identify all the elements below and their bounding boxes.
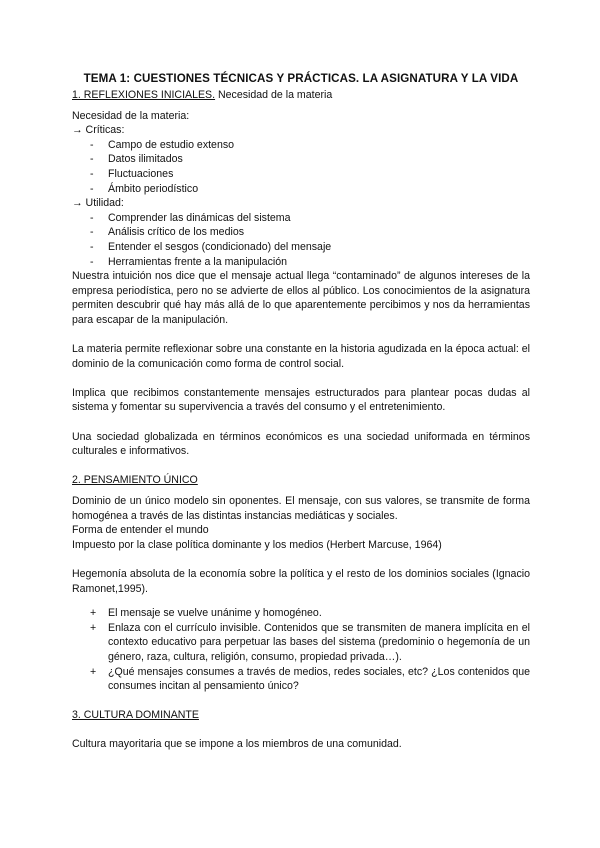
section-2-paragraph-4: Hegemonía absoluta de la economía sobre la política y el resto de los dominios sociales (Ignacio Ramonet,1995).	[72, 568, 530, 595]
section-3-heading: 3. CULTURA DOMINANTE	[72, 709, 199, 722]
list-item: + El mensaje se vuelve unánime y homogéneo.	[90, 607, 322, 620]
criticas-list	[72, 138, 530, 196]
list-item: - Datos ilimitados	[90, 153, 183, 166]
section-2-heading: 2. PENSAMIENTO ÚNICO	[72, 474, 198, 487]
list-item: - Ámbito periodístico	[90, 182, 199, 195]
section-1-paragraph-1: Nuestra intuición nos dice que el mensaje actual llega “contaminado” de algunos intereses de la empresa periodística, pero no se advierte de ellos al público. Los conocimientos de la asignatura permiten descubrir qué hay más allá de lo que aparentemente percibimos y nos da herramientas para escapar de la manipulación.	[72, 270, 530, 326]
criticas-label: → Críticas:	[72, 124, 125, 137]
list-item: + Enlaza con el currículo invisible. Contenidos que se transmiten de manera implícita en el contexto educativo para perpetuar las bases del sistema (predominio o hegemonía de un género, raza, cultura, religión, consumo, propiedad privada…).	[90, 621, 530, 663]
section-2-paragraph-2: Forma de entender el mundo	[72, 524, 209, 537]
list-item: - Análisis crítico de los medios	[90, 226, 245, 239]
list-item: - Fluctuaciones	[90, 167, 174, 180]
list-item: - Entender el sesgos (condicionado) del mensaje	[90, 240, 332, 253]
utilidad-list	[72, 211, 530, 269]
section-3-paragraph-1: Cultura mayoritaria que se impone a los miembros de una comunidad.	[72, 737, 402, 750]
section-1-heading-suffix: Necesidad de la materia	[215, 89, 333, 101]
section-2-bullets	[72, 606, 530, 694]
section-1-heading-label: 1. REFLEXIONES INICIALES.	[72, 89, 216, 101]
list-item: + ¿Qué mensajes consumes a través de medios, redes sociales, etc? ¿Los contenidos que consumes incitan al pensamiento único?	[90, 665, 530, 693]
section-1-intro: Necesidad de la materia:	[72, 109, 190, 122]
page-title: TEMA 1: CUESTIONES TÉCNICAS Y PRÁCTICAS. LA ASIGNATURA Y LA VIDA	[83, 72, 519, 85]
section-1-paragraph-2: La materia permite reflexionar sobre una constante en la historia agudizada en la época actual: el dominio de la comunicación como forma de control social.	[72, 343, 530, 370]
section-1-paragraph-3: Implica que recibimos constantemente mensajes estructurados para plantear pocas dudas al sistema y fomentar su supervivencia a través del consumo y el entretenimiento.	[72, 386, 530, 414]
utilidad-label: → Utilidad:	[72, 197, 124, 210]
list-item: - Herramientas frente a la manipulación	[90, 255, 288, 268]
section-1-heading	[72, 88, 530, 103]
list-item: - Comprender las dinámicas del sistema	[90, 211, 291, 224]
section-1-paragraph-4: Una sociedad globalizada en términos económicos es una sociedad uniformada en términos culturales e informativos.	[72, 430, 530, 458]
list-item: - Campo de estudio extenso	[90, 138, 235, 151]
section-2-paragraph-1: Dominio de un único modelo sin oponentes. El mensaje, con sus valores, se transmite de forma homogénea a través de las distintas instancias mediáticas y sociales.	[72, 495, 530, 522]
section-2-paragraph-3: Impuesto por la clase política dominante y los medios (Herbert Marcuse, 1964)	[72, 538, 442, 551]
document-content	[72, 71, 530, 752]
